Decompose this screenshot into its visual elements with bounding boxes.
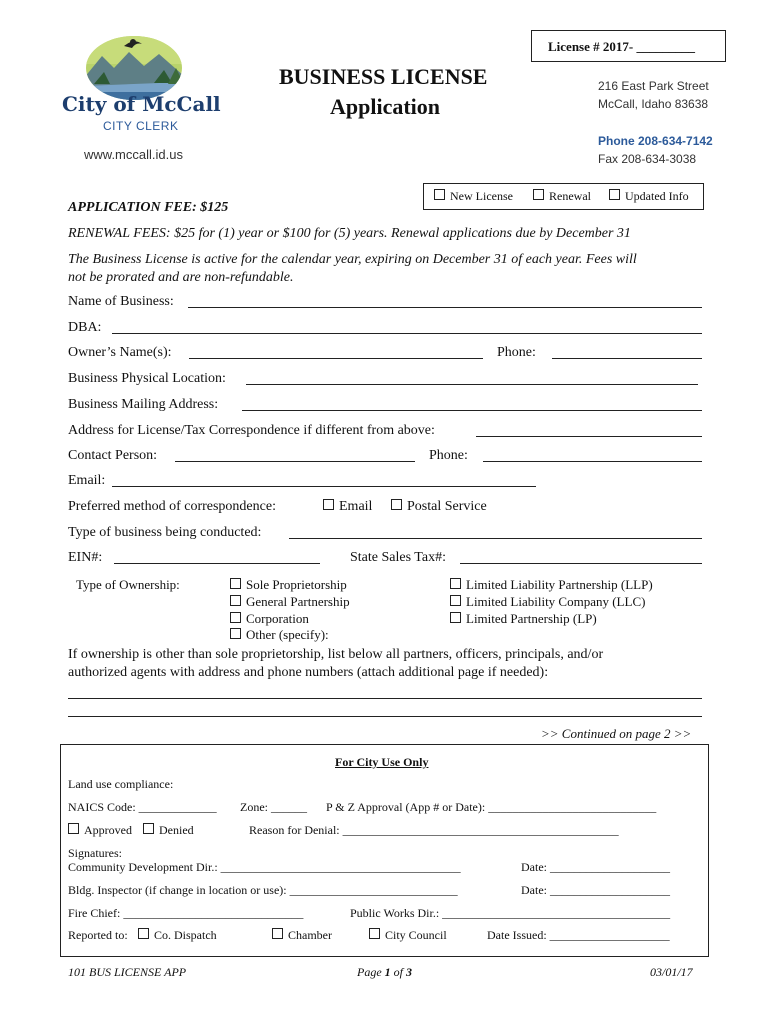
business-type-field[interactable] [289,538,702,539]
business-name-label: Name of Business: [68,294,174,309]
physical-location-label: Business Physical Location: [68,371,226,386]
ownership-sole[interactable]: Sole Proprietorship [230,577,347,593]
partners-line-2[interactable] [68,716,702,717]
city-council-option[interactable]: City Council [369,928,447,943]
license-notice-line-2: not be prorated and are non-refundable. [68,270,294,285]
owners-field[interactable] [189,358,483,359]
city-clerk-label: CITY CLERK [103,119,179,133]
reason-for-denial: Reason for Denial: ______________________________________________ [249,823,619,837]
comm-dev-date: Date: ____________________ [521,860,670,874]
checkbox[interactable] [272,928,283,939]
checkbox[interactable] [323,499,334,510]
naics-code: NAICS Code: _____________ [68,800,217,814]
renewal-option[interactable]: Renewal [533,189,591,204]
business-type-label: Type of business being conducted: [68,525,262,540]
checkbox[interactable] [143,823,154,834]
comm-dev-signature: Community Development Dir.: ________________________________________ [68,860,461,874]
pz-approval: P & Z Approval (App # or Date): ____________________________ [326,800,657,814]
checkbox[interactable] [230,612,241,623]
land-use-label: Land use compliance: [68,777,174,791]
checkbox[interactable] [434,189,445,200]
form-id: 101 BUS LICENSE APP [68,965,187,979]
ein-field[interactable] [114,563,320,564]
state-tax-label: State Sales Tax#: [350,550,446,565]
owners-label: Owner’s Name(s): [68,345,172,360]
partners-instructions-2: authorized agents with address and phone numbers (attach additional page if needed): [68,665,549,680]
bldg-inspector-date: Date: ____________________ [521,883,670,897]
date-issued: Date Issued: ____________________ [487,928,670,942]
checkbox[interactable] [68,823,79,834]
checkbox[interactable] [450,612,461,623]
checkbox[interactable] [533,189,544,200]
page-subtitle: Application [330,94,441,119]
checkbox[interactable] [369,928,380,939]
ein-label: EIN#: [68,550,103,565]
mailing-address-label: Business Mailing Address: [68,397,219,412]
owner-phone-label: Phone: [497,345,536,360]
ownership-llp[interactable]: Limited Liability Partnership (LLP) [450,577,653,593]
checkbox[interactable] [391,499,402,510]
physical-location-field[interactable] [246,384,698,385]
state-tax-field[interactable] [460,563,702,564]
correspondence-address-label: Address for License/Tax Correspondence if different from above: [68,423,435,438]
page-title: BUSINESS LICENSE [279,64,488,89]
updated-info-option[interactable]: Updated Info [609,189,689,204]
public-works-signature: Public Works Dir.: ______________________________________ [350,906,671,920]
partners-line-1[interactable] [68,698,702,699]
chamber-option[interactable]: Chamber [272,928,332,943]
ownership-other[interactable]: Other (specify): [230,627,329,643]
address-line-2: McCall, Idaho 83638 [598,97,709,111]
mailing-address-field[interactable] [242,410,702,411]
preferred-method-label: Preferred method of correspondence: [68,499,276,514]
checkbox[interactable] [138,928,149,939]
license-notice-line-1: The Business License is active for the calendar year, expiring on December 31 of each year. Fees will [68,252,637,267]
fire-chief-signature: Fire Chief: ______________________________ [68,906,304,920]
address-line-1: 216 East Park Street [598,79,709,93]
contact-phone-field[interactable] [483,461,702,462]
email-field[interactable] [112,486,536,487]
ownership-llc[interactable]: Limited Liability Company (LLC) [450,594,645,610]
license-number: License # 2017- _________ [548,39,695,54]
correspondence-address-field[interactable] [476,436,702,437]
dba-field[interactable] [112,333,702,334]
contact-person-field[interactable] [175,461,415,462]
pref-postal-option[interactable]: Postal Service [391,499,487,515]
bldg-inspector-signature: Bldg. Inspector (if change in location or use): ____________________________ [68,883,458,897]
pref-email-option[interactable]: Email [323,499,372,515]
website-link[interactable]: www.mccall.id.us [84,147,183,162]
city-use-title: For City Use Only [335,755,429,769]
renewal-fees: RENEWAL FEES: $25 for (1) year or $100 for (5) years. Renewal applications due by December 31 [68,226,631,241]
checkbox[interactable] [230,578,241,589]
ownership-lp[interactable]: Limited Partnership (LP) [450,611,597,627]
approved-option[interactable]: Approved [68,823,132,838]
business-name-field[interactable] [188,307,702,308]
partners-instructions-1: If ownership is other than sole proprietorship, list below all partners, officers, principals, and/or [68,647,604,662]
ownership-label: Type of Ownership: [76,577,180,592]
co-dispatch-option[interactable]: Co. Dispatch [138,928,217,943]
revision-date: 03/01/17 [650,965,693,979]
contact-phone-label: Phone: [429,448,468,463]
owner-phone-field[interactable] [552,358,702,359]
email-label: Email: [68,473,106,488]
checkbox[interactable] [450,578,461,589]
phone-number: Phone 208-634-7142 [598,134,713,148]
fax-number: Fax 208-634-3038 [598,152,697,166]
city-use-box [60,744,709,957]
signatures-label: Signatures: [68,846,122,860]
reported-to-label: Reported to: [68,928,128,942]
zone: Zone: ______ [240,800,307,814]
page-number: Page 1 of 3 [357,965,412,979]
new-license-option[interactable]: New License [434,189,513,204]
checkbox[interactable] [230,628,241,639]
city-name: City of McCall [62,92,221,116]
dba-label: DBA: [68,320,102,335]
checkbox[interactable] [609,189,620,200]
checkbox[interactable] [230,595,241,606]
ownership-general[interactable]: General Partnership [230,594,350,610]
application-fee: APPLICATION FEE: $125 [68,200,229,215]
contact-person-label: Contact Person: [68,448,158,463]
checkbox[interactable] [450,595,461,606]
ownership-corporation[interactable]: Corporation [230,611,309,627]
denied-option[interactable]: Denied [143,823,194,838]
continued-note: >> Continued on page 2 >> [541,726,692,741]
